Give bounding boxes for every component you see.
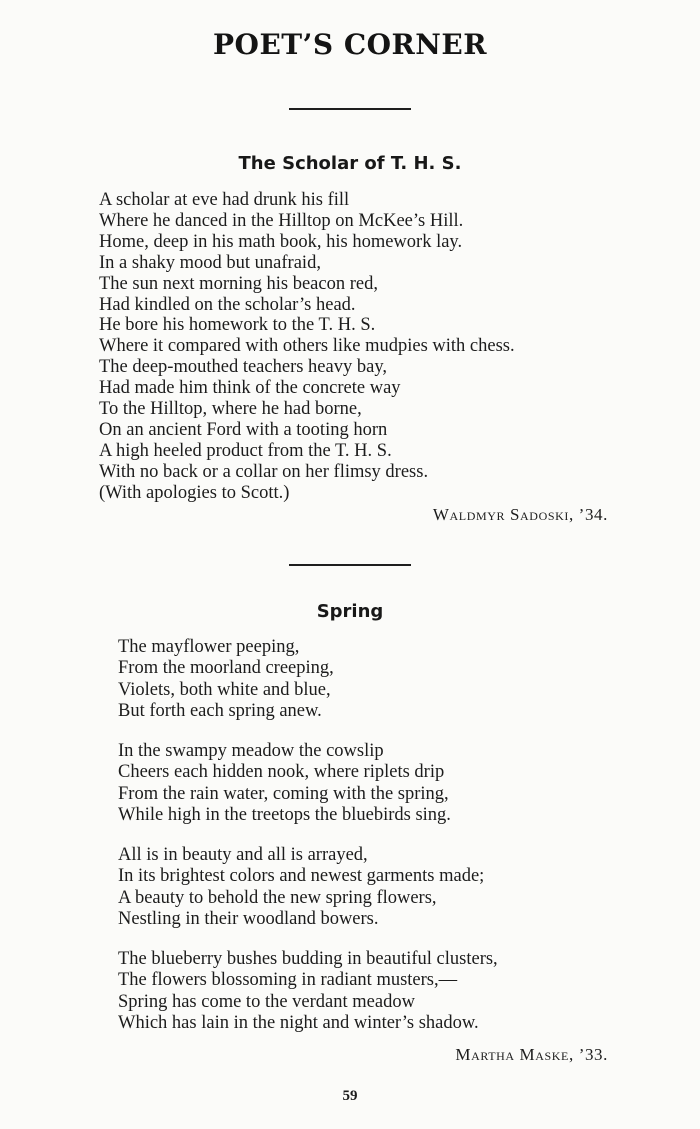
poem-line: Violets, both white and blue, — [118, 679, 331, 700]
page-heading: POET’S CORNER — [213, 28, 487, 61]
poem-line: He bore his homework to the T. H. S. — [99, 315, 376, 336]
poem-line: From the rain water, coming with the spring, — [118, 783, 449, 804]
poem-line: From the moorland creeping, — [118, 658, 334, 679]
poem-line: Where he danced in the Hilltop on McKee’s Hill. — [99, 210, 464, 231]
poem-author-scholar — [433, 505, 608, 525]
poem-line: The blueberry bushes budding in beautiful clusters, — [118, 949, 498, 969]
poem-line: Had made him think of the concrete way — [99, 378, 401, 399]
poem-title-scholar: The Scholar of T. H. S. — [238, 153, 462, 174]
section-divider — [289, 564, 411, 566]
poem-line: With no back or a collar on her flimsy dress. — [99, 461, 429, 482]
poem-stanza — [118, 845, 484, 931]
poem-line: A scholar at eve had drunk his fill — [99, 190, 350, 210]
poem-line: On an ancient Ford with a tooting horn — [99, 419, 388, 440]
poem-line: All is in beauty and all is arrayed, — [118, 845, 368, 865]
poem-line: While high in the treetops the bluebirds sing. — [118, 805, 451, 826]
poem-line: Cheers each hidden nook, where riplets drip — [118, 762, 445, 783]
poem-stanza — [118, 741, 451, 827]
author-name: Martha Maske, ’33. — [455, 1045, 608, 1064]
poem-line: In its brightest colors and newest garments made; — [118, 866, 485, 887]
poem-line: To the Hilltop, where he had borne, — [99, 399, 362, 420]
poem-author-spring — [455, 1045, 608, 1065]
poem-title-spring: Spring — [316, 601, 384, 622]
poem-stanza — [118, 949, 498, 1035]
poem-line: Spring has come to the verdant meadow — [118, 991, 415, 1012]
poem-line: A beauty to behold the new spring flowers, — [118, 887, 437, 908]
poem-line: The deep-mouthed teachers heavy bay, — [99, 357, 387, 378]
poem-line: Which has lain in the night and winter’s shadow. — [118, 1013, 479, 1034]
poem-line: But forth each spring anew. — [118, 701, 322, 722]
poem-line: (With apologies to Scott.) — [99, 482, 290, 503]
poem-line: Home, deep in his math book, his homework lay. — [99, 231, 463, 252]
poem-line: Nestling in their woodland bowers. — [118, 909, 379, 930]
poem-line: The mayflower peeping, — [118, 637, 300, 657]
poem-line: Where it compared with others like mudpies with chess. — [99, 336, 515, 357]
poem-stanza — [118, 637, 334, 723]
poem-line: The sun next morning his beacon red, — [99, 273, 378, 294]
poem-line: A high heeled product from the T. H. S. — [99, 440, 392, 461]
heading-divider — [289, 108, 411, 110]
page-number: 59 — [342, 1088, 358, 1104]
poem-line: The flowers blossoming in radiant musters,— — [118, 970, 458, 991]
poem-line: In a shaky mood but unafraid, — [99, 252, 321, 273]
poem-line: Had kindled on the scholar’s head. — [99, 294, 356, 315]
poem-line: In the swampy meadow the cowslip — [118, 741, 384, 761]
author-name: Waldmyr Sadoski, ’34. — [432, 505, 608, 524]
poem-body-scholar — [99, 190, 515, 504]
